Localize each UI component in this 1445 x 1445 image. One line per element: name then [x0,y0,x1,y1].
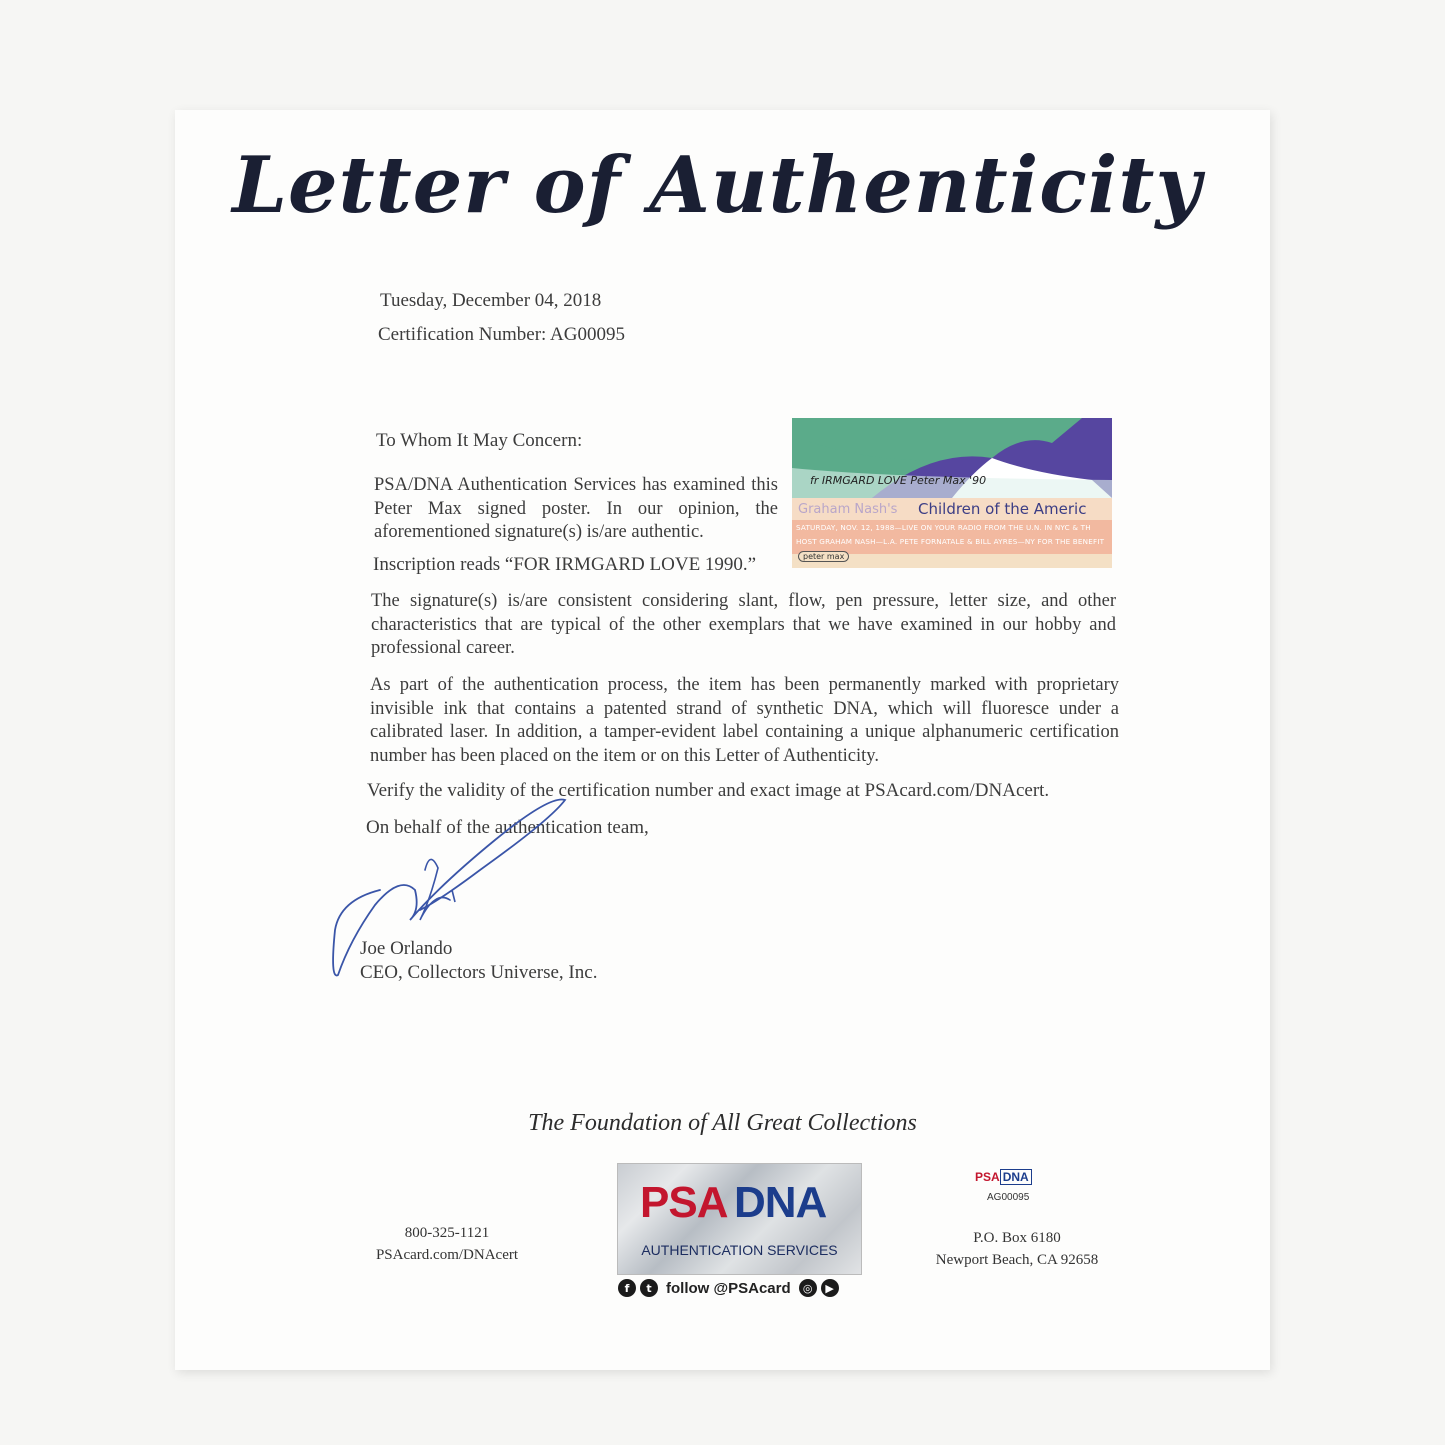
psa-dna-hologram-logo [617,1163,862,1275]
website: PSAcard.com/DNAcert [375,1247,519,1263]
ceo-signature [320,790,580,990]
paragraph-behalf: On behalf of the authentication team, [366,817,649,838]
contact-right [922,1227,1112,1271]
contact-left [372,1222,522,1266]
paragraph-process: As part of the authentication process, the item has been permanently marked with proprietary invisible ink that contains a patented strand of synthetic DNA, which will fluoresce under a calibrated laser. In addition, a tamper-evident label containing a unique alphanumeric certification number has been placed on the item or on this Letter of Authenticity. [370,675,1119,766]
poster-graham-nash: Graham Nash's [798,502,898,517]
peter-max-logo: peter max [798,551,849,562]
footer-tagline: The Foundation of All Great Collections [528,1110,917,1136]
salutation: To Whom It May Concern: [376,430,583,451]
signer-name: Joe Orlando [360,938,453,959]
social-row [618,1279,839,1297]
follow-handle: follow @PSAcard [666,1279,791,1297]
poster-detail-line-2: HOST GRAHAM NASH—L.A. PETE FORNATALE & BILL AYRES—NY FOR THE BENEFIT [796,537,1105,546]
label-cert-number: AG00095 [987,1192,1030,1203]
paragraph-inscription: Inscription reads “FOR IRMGARD LOVE 1990.” [373,554,757,575]
dna-logo-text: DNA [734,1178,827,1227]
poster-inscription: fr IRMGARD LOVE Peter Max '90 [810,474,987,487]
paragraph-verify: Verify the validity of the certification number and exact image at PSAcard.com/DNAcert. [367,780,1050,801]
phone-number: 800-325-1121 [404,1225,490,1241]
twitter-icon: t [640,1279,658,1297]
psa-dna-cert-label [975,1168,1051,1190]
po-box: P.O. Box 6180 [973,1230,1061,1246]
authentication-services-text: AUTHENTICATION SERVICES [641,1242,838,1258]
city-address: Newport Beach, CA 92658 [935,1252,1099,1268]
paragraph-consistency: The signature(s) is/are consistent considering slant, flow, pen pressure, letter size, and other characteristics that are typical of the other exemplars that we have examined in our hobby and professional career. [371,591,1116,658]
poster-title: Children of the Americ [918,500,1087,518]
youtube-icon: ▶ [821,1279,839,1297]
instagram-icon: ◎ [799,1279,817,1297]
signer-title: CEO, Collectors Universe, Inc. [360,962,598,983]
poster-image [792,418,1112,568]
poster-detail-line-1: SATURDAY, NOV. 12, 1988—LIVE ON YOUR RADIO FROM THE U.N. IN NYC & TH [796,523,1091,532]
letter-title: Letter of Authenticity [232,140,1202,231]
label-psa-text: PSA [975,1170,1000,1184]
paragraph-examined: PSA/DNA Authentication Services has examined this Peter Max signed poster. In our opinion, the aforementioned signature(s) is/are authentic. [374,475,778,542]
certification-number: Certification Number: AG00095 [378,324,625,345]
letter-date: Tuesday, December 04, 2018 [380,290,602,311]
label-dna-text: DNA [1000,1169,1032,1185]
facebook-icon: f [618,1279,636,1297]
psa-logo-text: PSA [640,1178,728,1227]
